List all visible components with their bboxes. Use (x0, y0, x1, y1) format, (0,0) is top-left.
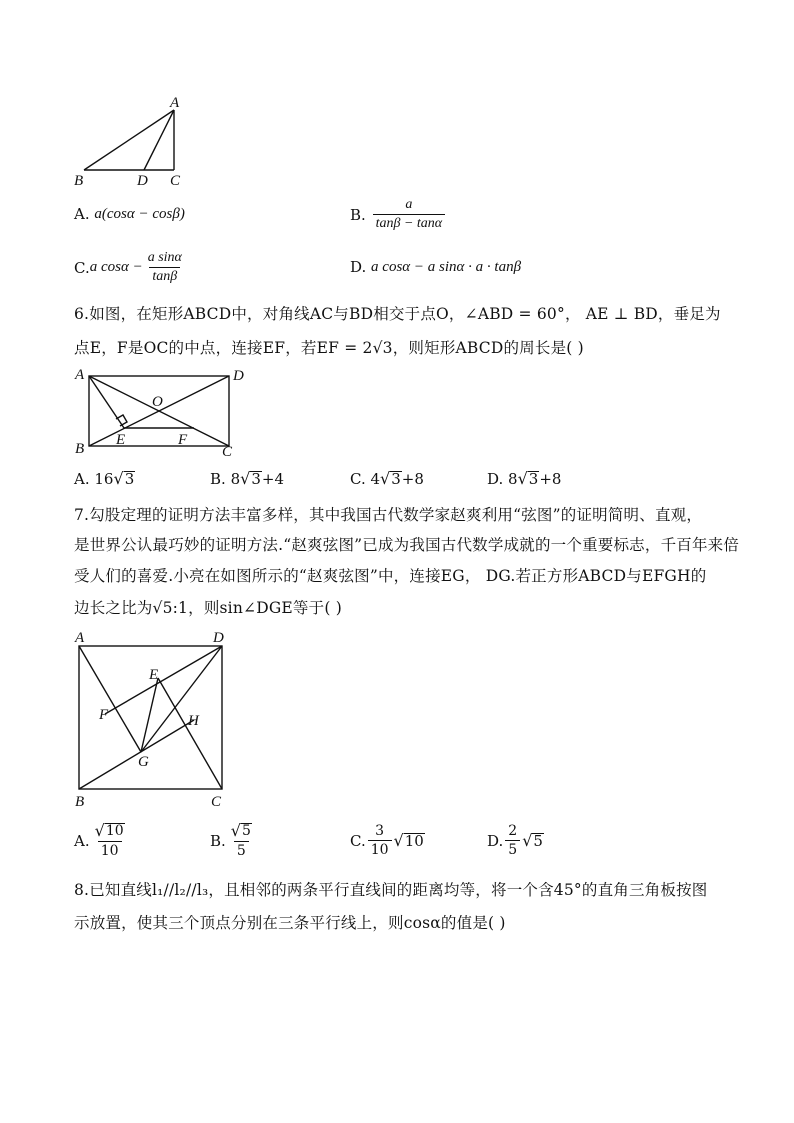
label-a: A (75, 630, 85, 646)
q7-text-line-1: 7.勾股定理的证明方法丰富多样，其中我国古代数学家赵爽利用“弦图”的证明简明、直观， (74, 506, 703, 524)
q8-text-line-1: 8.已知直线l₁//l₂//l₃，且相邻的两条平行直线间的距离均等，将一个含45°的直角三角板按图 (74, 881, 708, 899)
rectangle-figure-q6 (70, 362, 250, 460)
q6-option-d[interactable]: D. 8 √ 3 +8 (487, 469, 562, 488)
label-e: E (149, 667, 159, 683)
q6-option-b[interactable]: B. 8 √ 3 +4 (210, 469, 284, 488)
label-a: A (75, 367, 85, 383)
label-c: C (211, 794, 222, 810)
label-b: B (75, 441, 85, 457)
label-h: H (188, 713, 199, 729)
zhao-shuang-diagram-q7 (70, 626, 240, 812)
label-d: D (137, 173, 148, 189)
label-e: E (116, 432, 126, 448)
q5-option-d[interactable]: D. a cosα − a sinα · a · tanβ (350, 258, 522, 276)
q8-text-line-2: 示放置，使其三个顶点分别在三条平行线上，则cosα的值是( ) (74, 914, 506, 932)
q5-option-c[interactable]: C. a cosα − $\frac{\text{a sinα}}{\tan\beta}$ (74, 250, 182, 284)
label-a: A (170, 95, 180, 111)
q6-option-a[interactable]: A. 16 √ 3 (74, 469, 135, 488)
q7-option-a[interactable]: A. √ 10 10 (74, 821, 124, 859)
q7-text-line-2: 是世界公认最巧妙的证明方法.“赵爽弦图”已成为我国古代数学成就的一个重要标志，千百年来倍 (74, 536, 740, 554)
q5-option-b[interactable]: B. $\frac{a}{\tan\beta - \tan\alpha}$ (350, 197, 447, 232)
label-f: F (99, 707, 109, 723)
label-c: C (170, 173, 181, 189)
label-b: B (75, 794, 85, 810)
triangle-figure-q5 (70, 92, 200, 192)
label-d: D (213, 630, 224, 646)
q7-option-c[interactable]: C. $\frac{3}{10}$ √ 10 (350, 823, 424, 858)
label-f: F (178, 432, 188, 448)
q7-option-b[interactable]: B. √ 5 5 (210, 821, 251, 859)
q6-text-line-2: 点E，F是OC的中点，连接EF，若EF = 2√3，则矩形ABCD的周长是( ) (74, 339, 584, 357)
q6-option-c[interactable]: C. 4 √ 3 +8 (350, 469, 424, 488)
q5-option-a[interactable]: A. a(cosα − cosβ) (74, 205, 185, 223)
label-b: B (74, 173, 84, 189)
q6-text-line-1: 6.如图，在矩形ABCD中，对角线AC与BD相交于点O，∠ABD = 60°， AE ⊥ BD，垂足为 (74, 305, 721, 323)
q7-text-line-4: 边长之比为√5:1，则sin∠DGE等于( ) (74, 599, 342, 617)
label-d: D (233, 368, 244, 384)
label-c: C (222, 444, 233, 460)
label-o: O (152, 394, 163, 410)
q7-option-d[interactable]: D. $\frac{2}{5}$ √ 5 (487, 823, 543, 858)
q7-text-line-3: 受人们的喜爱.小亮在如图所示的“赵爽弦图”中，连接EG， DG.若正方形ABCD与EFGH的 (74, 567, 707, 585)
label-g: G (138, 754, 149, 770)
